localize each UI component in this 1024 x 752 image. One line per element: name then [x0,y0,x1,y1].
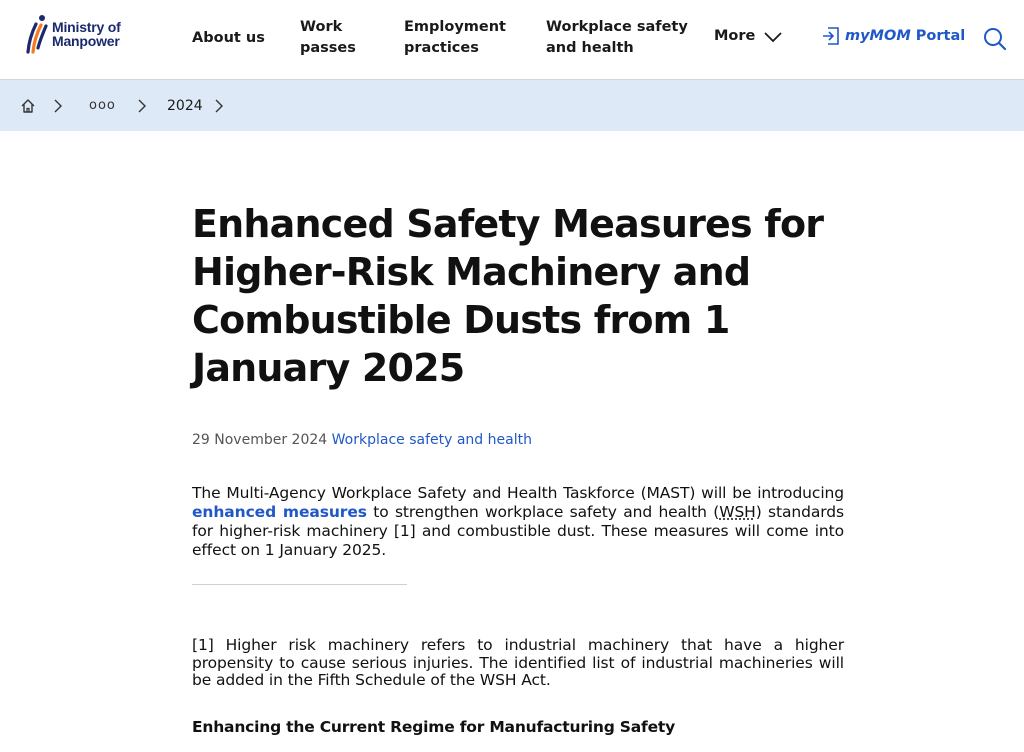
nav-wsh-label-1: Workplace safety [546,19,688,35]
nav-more-label: More [714,28,756,44]
search-button[interactable] [983,27,1007,55]
nav-employment-practices[interactable] [404,17,506,59]
mom-logo-mark-icon [26,14,48,54]
site-header [0,0,1024,80]
breadcrumb [0,80,1024,131]
intro-paragraph [192,484,844,560]
nav-work-passes-label-1: Work [300,19,343,35]
nav-employment-label-2: practices [404,40,479,56]
nav-wsh-label-2: and health [546,40,634,56]
wsh-abbreviation[interactable]: WSH [719,503,756,521]
mom-logo[interactable] [26,12,121,56]
nav-work-passes[interactable] [300,17,356,59]
intro-text-1: The Multi-Agency Workplace Safety and Health Taskforce (MAST) will be introducing [192,484,844,502]
footnote-divider [192,584,407,585]
logo-line-2: Manpower [52,33,120,49]
logo-text [52,20,121,48]
intro-text-3: ) standards for higher-risk machinery [1] and combustible dust. These measures will come into effect on 1 January 2025. [192,503,844,559]
breadcrumb-collapsed[interactable]: ooo [89,98,116,113]
chevron-right-icon [53,99,63,113]
search-icon [983,27,1007,51]
nav-about-us[interactable] [192,28,265,49]
intro-text-2: to strengthen workplace safety and health ( [366,503,720,521]
chevron-right-icon [214,99,224,113]
chevron-down-icon [763,31,783,43]
nav-more[interactable] [714,26,783,47]
breadcrumb-home[interactable] [20,80,36,131]
home-icon [20,98,36,114]
chevron-right-icon [137,99,147,113]
page-title: Enhanced Safety Measures for Higher-Risk Machinery and Combustible Dusts from 1 January 2025 [192,202,824,390]
footnote: [1] Higher risk machinery refers to industrial machinery that have a higher propensity to cause serious injuries. The identified list of industrial machineries will be added in the Fifth Schedule of the WSH Act. [192,636,844,689]
article-category-link[interactable]: Workplace safety and health [331,432,532,448]
nav-about-us-label: About us [192,30,265,46]
article [192,200,844,736]
nav-work-passes-label-2: passes [300,40,356,56]
nav-workplace-safety[interactable] [546,17,688,59]
nav-employment-label-1: Employment [404,19,506,35]
article-date: 29 November 2024 [192,432,328,448]
breadcrumb-separator [214,80,224,131]
article-meta [192,432,844,448]
breadcrumb-current[interactable]: 2024 [167,97,203,114]
portal-label-suffix: Portal [910,28,966,44]
logo-line-1: Ministry of [52,19,121,35]
login-arrow-icon [822,26,840,46]
breadcrumb-separator [53,80,63,131]
breadcrumb-separator [137,80,147,131]
mymom-portal-link[interactable] [822,26,965,46]
section-heading: Enhancing the Current Regime for Manufacturing Safety [192,717,675,736]
portal-label-prefix: myMOM [845,28,911,44]
enhanced-measures-link[interactable]: enhanced measures [192,503,367,521]
